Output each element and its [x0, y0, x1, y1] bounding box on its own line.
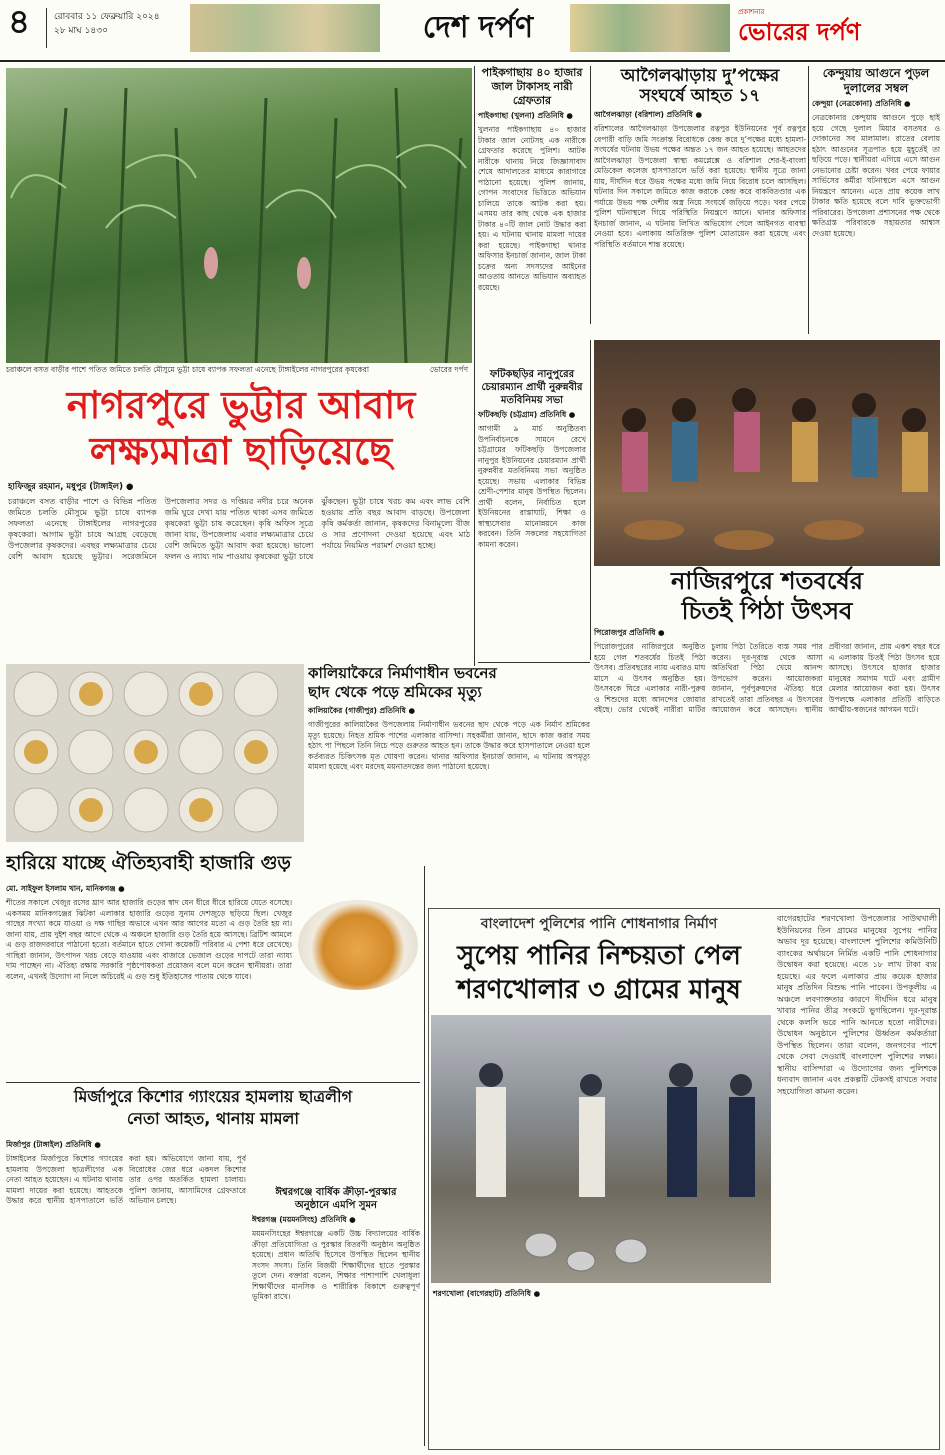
kendua-byline: কেন্দুয়া (নেত্রকোনা) প্রতিনিধি ● [812, 99, 911, 108]
gur-article [6, 884, 418, 1080]
water-article-bottom [433, 1289, 937, 1447]
water-headline-2: শরণখোলার ৩ গ্রামের মানুষ [457, 975, 741, 1005]
gur-body: শীতের সকালে খেজুর রসের ঘ্রাণ আর হাজারি গুড়ের স্বাদ যেন ধীরে ধীরে হারিয়ে যেতে বসেছে। একসময় মানিকগঞ্জের ঝিটকা এলাকার হাজারি গুড়ের সুনাম দেশজুড়ে ছড়িয়ে ছিল। খেজুর গাছের সংখ্যা কমে যাওয়া ও দক্ষ গাছির অভাবে এখন আর আগের মতো এ গুড় তৈরি হয় না। জানা যায়, প্রায় দুইশ বছর আগে থেকে এ অঞ্চলে হাজারি গুড় তৈরি হয়ে আসছে। ব্রিটিশ আমলে এ গুড় রাজদরবারে পাঠানো হতো। বর্তমানে হাতে গোনা কয়েকটি পরিবার এ পেশা ধরে রেখেছে। গাছিরা জানান, উৎপাদন খরচ বেড়ে যাওয়ায় এবং বাজারে ভেজাল গুড়ের দাপটে তারা ন্যায্য দাম পাচ্ছেন না। ঐতিহ্য রক্ষায় সরকারি পৃষ্ঠপোষকতা প্রয়োজন বলে মনে করেন স্থানীয়রা। তারা বলেন, এখনই উদ্যোগ না নিলে অচিরেই এ গুড় শুধু ইতিহাসের পাতায় থেকে যাবে। [6, 898, 292, 981]
kaliakair-headline-2: ছাদ থেকে পড়ে শ্রমিকের মৃত্যু [308, 683, 482, 701]
lead-byline: হাফিজুর রহমান, মধুপুর (টাঙ্গাইল) ● [8, 482, 134, 492]
date-gregorian: রোববার ১১ ফেব্রুয়ারি ২০২৪ [54, 12, 160, 22]
date-line [54, 10, 160, 38]
kendua-body: নেত্রকোনার কেন্দুয়ায় আগুনে পুড়ে ছাই হয়ে গেছে দুলাল মিয়ার বসতঘর ও দোকানের সব মালামাল। রাতের বেলায় হঠাৎ আগুনের সূত্রপাত হয়ে মুহূর্তেই তা ছড়িয়ে পড়ে। স্থানীয়রা এগিয়ে এসে আগুন নেভানোর চেষ্টা করেন। খবর পেয়ে ফায়ার সার্ভিসের কর্মীরা ঘটনাস্থলে এসে আগুন নিয়ন্ত্রণে আনেন। এতে প্রায় কয়েক লাখ টাকার ক্ষতি হয়েছে বলে দাবি ভুক্তভোগী পরিবারের। উপজেলা প্রশাসনের পক্ষ থেকে ক্ষতিগ্রস্ত পরিবারকে সহায়তার আশ্বাস দেওয়া হয়েছে। [812, 113, 940, 238]
mirzapur-body: টাঙ্গাইলের মির্জাপুরে কিশোর গ্যাংয়ের হামলায় উপজেলা ছাত্রলীগের এক নেতা আহত হয়েছেন। এ ঘটনায় থানায় মামলা দায়ের করা হয়েছে। আহতকে উদ্ধার করে স্থানীয় হাসপাতালে ভর্তি করা হয়। অভিযোগে জানা যায়, পূর্ব বিরোধের জের ধরে একদল কিশোর তার ওপর অতর্কিত হামলা চালায়। পুলিশ জানায়, আসামিদের গ্রেফতারে অভিযান চলছে। [6, 1154, 246, 1205]
mirzapur-article [6, 1140, 246, 1446]
kendua-headline-2: দুলালের সম্বল [843, 81, 909, 95]
sports-story [252, 1186, 420, 1446]
mirzapur-headline-1: মির্জাপুরে কিশোর গ্যাংয়ের হামলায় ছাত্রলীগ [73, 1087, 353, 1106]
corn-plants-illustration [6, 68, 472, 363]
section-title: দেশ দর্পণ [422, 10, 534, 45]
agailjhara-story [594, 66, 806, 326]
kaliakair-body: গাজীপুরের কালিয়াকৈর উপজেলায় নির্মাণাধীন ভবনের ছাদ থেকে পড়ে এক নির্মাণ শ্রমিকের মৃত্যু হয়েছে। নিহত শ্রমিক পাশের এলাকার বাসিন্দা। সহকর্মীরা জানান, ছাদে কাজ করার সময় হঠাৎ পা পিছলে তিনি নিচে পড়ে গুরুতর আহত হন। তাকে উদ্ধার করে হাসপাতালে নেওয়া হলে কর্তব্যরত চিকিৎসক মৃত ঘোষণা করেন। থানার অফিসার ইনচার্জ জানান, এ ঘটনায় অপমৃত্যু মামলা হয়েছে এবং মরদেহ ময়নাতদন্তের জন্য পাঠানো হয়েছে। [308, 720, 590, 771]
lead-headline-line1: নাগরপুরে ভুট্টার আবাদ [66, 383, 416, 427]
water-plant-photo [431, 1015, 771, 1283]
kendua-story [812, 66, 940, 336]
sports-body: ময়মনসিংহের ঈশ্বরগঞ্জে একটি উচ্চ বিদ্যালয়ের বার্ষিক ক্রীড়া প্রতিযোগিতা ও পুরস্কার বিতরণী অনুষ্ঠান অনুষ্ঠিত হয়েছে। প্রধান অতিথি হিসেবে উপস্থিত ছিলেন স্থানীয় সংসদ সদস্য। তিনি বিজয়ী শিক্ষার্থীদের হাতে পুরস্কার তুলে দেন। বক্তারা বলেন, শিক্ষার পাশাপাশি খেলাধুলা শিক্ষার্থীদের মানসিক ও শারীরিক বিকাশে গুরুত্বপূর্ণ ভূমিকা রাখে। [252, 1229, 420, 1301]
nazirpur-body: পিরোজপুরের নাজিরপুরে অনুষ্ঠিত হয়ে গেল শতবর্ষের চিতই পিঠা উৎসব। প্রতিবছরের ন্যায় এবারও মাঘ মাসে এ উৎসব অনুষ্ঠিত হয়। উৎসবকে ঘিরে এলাকার নারী-পুরুষ ও শিশুদের মধ্যে আনন্দের জোয়ার বইছে। ভোর থেকেই নারীরা মাটির চুলায় পিঠা তৈরিতে ব্যস্ত সময় পার করেন। দূর-দূরান্ত থেকে আসা অতিথিরা পিঠা খেয়ে আনন্দ উপভোগ করেন। আয়োজকরা জানান, পূর্বপুরুষদের ঐতিহ্য ধরে রাখতেই তারা প্রতিবছর এ উৎসবের আয়োজন করে আসছেন। স্থানীয় প্রবীণরা জানান, প্রায় একশ বছর ধরে এ এলাকায় চিতই পিঠা উৎসব হয়ে আসছে। উৎসবে হাজার হাজার মানুষের সমাগম ঘটে এবং গ্রামীণ মেলার আয়োজন করা হয়। উৎসব উপলক্ষে এলাকার প্রতিটি বাড়িতে আত্মীয়-স্বজনের আগমন ঘটে। [594, 642, 940, 714]
nazirpur-headline-2: চিতই পিঠা উৎসব [681, 597, 853, 625]
water-article-top [777, 913, 937, 1285]
lead-headline-line2: লক্ষ্যমাত্রা ছাড়িয়েছে [89, 429, 393, 473]
lead-body: চরাঞ্চলে বসত বাড়ীর পাশে ও বিভিন্ন পতিত জমিতে চলতি মৌসুমে ভুট্টা চাষে ব্যাপক সফলতা এনেছে টাঙ্গাইলের নাগরপুরের কৃষকেরা। আগাম ভুট্টা চাষে আগ্রহ বেড়েছে উপজেলার কৃষকদের। এবছর লক্ষ্যমাত্রার চেয়ে বেশি আবাদ হয়েছে ভুট্টার। সরেজমিনে উপজেলার সদর ও দপ্তিয়র নদীর চরে অনেক জমি ঘুরে দেখা যায় পতিত থাকা এসব জমিতে কৃষকেরা ভুট্টা চাষ করেছেন। কৃষি অফিস সূত্রে জানা যায়, উপজেলায় এবার লক্ষ্যমাত্রার চেয়ে বেশি জমিতে ভুট্টা আবাদ করা হয়েছে। ভালো ফলন ও ন্যায্য দাম পাওয়ায় কৃষকেরা ভুট্টা চাষে ঝুঁকছেন। ভুট্টা চাষে খরচ কম এবং লাভ বেশি হওয়ায় প্রতি বছর আবাদ বাড়ছে। উপজেলা কৃষি কর্মকর্তা জানান, কৃষকদের বিনামূল্যে বীজ ও সার প্রণোদনা দেওয়া হয়েছে এবং মাঠ পর্যায়ে নিয়মিত পরামর্শ দেওয়া হচ্ছে। [8, 497, 470, 561]
nazirpur-headline-1: নাজিরপুরে শতবর্ষের [671, 567, 863, 595]
mirzapur-headline-2: নেতা আহত, থানায় মামলা [126, 1109, 300, 1128]
kaliakair-story [308, 664, 590, 860]
fatikchhari-body: আগামী ৯ মার্চ অনুষ্ঠিতব্য উপনির্বাচনকে সামনে রেখে চট্টগ্রামের ফটিকছড়ি উপজেলার নানুপুর ইউনিয়নের চেয়ারম্যান প্রার্থী নুরুন্নবীর মতবিনিময় সভা অনুষ্ঠিত হয়েছে। সভায় এলাকার বিভিন্ন শ্রেণী-পেশার মানুষ উপস্থিত ছিলেন। প্রার্থী বলেন, নির্বাচিত হলে ইউনিয়নের রাস্তাঘাট, শিক্ষা ও স্বাস্থ্যসেবার মানোন্নয়নে কাজ করবেন। তিনি সকলের সহযোগিতা কামনা করেন। [478, 424, 586, 549]
fatikchhari-byline: ফটিকছড়ি (চট্টগ্রাম) প্রতিনিধি ● [478, 410, 576, 419]
gur-byline: মো. সাইফুল ইসলাম খান, মানিকগঞ্জ ● [6, 884, 125, 893]
paikgacha-byline: পাইকগাছা (খুলনা) প্রতিনিধি ● [478, 111, 573, 120]
gur-pots-photo [6, 664, 304, 842]
agailjhara-headline-1: আগৈলঝাড়ায় দু’পক্ষের [620, 66, 780, 86]
gur-bowl-photo [298, 900, 418, 990]
water-body: বাগেরহাটের শরণখোলা উপজেলার সাউথখালী ইউনিয়নের তিন গ্রামের মানুষের সুপেয় পানির অভাব দূর হয়েছে। বাংলাদেশ পুলিশের কমিউনিটি ব্যাংকের অর্থায়নে নির্মিত একটি পানি শোধনাগার উদ্বোধন করা হয়েছে। এতে ১৮ লাখ টাকা ব্যয় হয়েছে। এর ফলে এলাকার প্রায় কয়েক হাজার মানুষ প্রতিদিন বিশুদ্ধ পানি পাবেন। উপকূলীয় এ অঞ্চলে লবণাক্ততার কারণে দীর্ঘদিন ধরে মানুষ খাবার পানির তীব্র সংকটে ভুগছিলেন। দূর-দূরান্ত থেকে কলসি ভরে পানি আনতে হতো নারীদের। উদ্বোধন অনুষ্ঠানে পুলিশের ঊর্ধ্বতন কর্মকর্তারা উপস্থিত ছিলেন। তারা বলেন, জনগণের পাশে থেকে সেবা দেওয়াই বাংলাদেশ পুলিশের লক্ষ্য। স্থানীয় বাসিন্দারা এ উদ্যোগের জন্য পুলিশকে ধন্যবাদ জানান এবং প্রকল্পটি টেকসই রাখতে সবার সহযোগিতা কামনা করেন। [777, 914, 937, 1096]
agailjhara-body: বরিশালের আগৈলঝাড়া উপজেলার রত্নপুর ইউনিয়নের পূর্ব রত্নপুর বেপারী বাড়ি জমি সংক্রান্ত বিরোধকে কেন্দ্র করে দু’পক্ষের মধ্যে হামলা-সংঘর্ষের ঘটনায় উভয় পক্ষের অন্তত ১৭ জন আহত হয়েছে। আহতদের আগৈলঝাড়া উপজেলা স্বাস্থ্য কমপ্লেক্সে ও বরিশাল শের-ই-বাংলা মেডিকেল কলেজ হাসপাতালে ভর্তি করা হয়েছে। স্থানীয় সূত্রে জানা যায়, দীর্ঘদিন ধরে উভয় পক্ষের মধ্যে জমি নিয়ে বিরোধ চলে আসছিল। ঘটনার দিন সকালে জমিতে কাজ করাকে কেন্দ্র করে বাকবিতণ্ডার এক পর্যায়ে উভয় পক্ষ দেশীয় অস্ত্র নিয়ে সংঘর্ষে জড়িয়ে পড়ে। খবর পেয়ে পুলিশ ঘটনাস্থলে গিয়ে পরিস্থিতি নিয়ন্ত্রণে আনে। থানার অফিসার ইনচার্জ জানান, এ ঘটনায় লিখিত অভিযোগ পেলে আইনগত ব্যবস্থা নেওয়া হবে। এলাকায় অতিরিক্ত পুলিশ মোতায়েন করা হয়েছে এবং পরিস্থিতি বর্তমানে শান্ত রয়েছে। [594, 124, 806, 249]
caption-credit: ভোরের দর্পণ [429, 365, 468, 374]
festival-crowd-illustration [594, 340, 940, 566]
mirzapur-headline-box [6, 1086, 420, 1140]
fatikchhari-headline: ফটিকছড়ির নানুপুরের চেয়ারম্যান প্রার্থী নুরুন্নবীর মতবিনিময় সভা [481, 369, 583, 406]
sports-byline: ঈশ্বরগঞ্জ (ময়মনসিংহ) প্রতিনিধি ● [252, 1215, 356, 1224]
water-headline-1: সুপেয় পানির নিশ্চয়তা পেল [457, 941, 741, 971]
gur-headline-box [6, 844, 306, 884]
caption-text: চরাঞ্চলে বসত বাড়ীর পাশে পতিত জমিতে চলতি মৌসুমে ভুট্টা চাষে ব্যাপক সফলতা এনেছে টাঙ্গাইলের নাগরপুরের কৃষকেরা [6, 365, 370, 374]
header-photo-strip-left [190, 4, 380, 52]
date-bangla: ২৮ মাঘ ১৪৩০ [54, 26, 108, 36]
lead-article [8, 480, 470, 656]
fatikchhari-story [478, 368, 586, 658]
nazirpur-article [594, 628, 940, 864]
lead-photo-caption [6, 365, 472, 377]
kendua-headline-1: কেন্দুয়ায় আগুনে পুড়ল [822, 66, 930, 80]
paikgacha-headline: পাইকগাছায় ৪০ হাজার জাল টাকাসহ নারী গ্রেফতার [481, 66, 583, 107]
agailjhara-byline: আগৈলঝাড়া (বরিশাল) প্রতিনিধি ● [594, 110, 703, 119]
masthead-logo: ভোরের দর্পণ [738, 18, 861, 46]
page-header [0, 0, 945, 62]
pitha-festival-photo [594, 340, 940, 566]
water-story-box [428, 908, 940, 1450]
header-photo-strip-right [570, 4, 730, 52]
water-kicker: বাংলাদেশ পুলিশের পানি শোধনাগার নির্মাণ [480, 916, 718, 932]
water-byline: শরণখোলা (বাগেরহাট) প্রতিনিধি ● [433, 1289, 541, 1298]
water-crowd-illustration [431, 1015, 771, 1283]
sports-headline-2: অনুষ্ঠানে এমপি সুমন [295, 1200, 377, 1211]
gur-pots-illustration [6, 664, 304, 842]
paikgacha-story [478, 66, 586, 366]
paikgacha-body: খুলনার পাইকগাছায় ৪০ হাজার টাকার জাল নোটসহ এক নারীকে গ্রেফতার করেছে পুলিশ। আটক নারীকে থানায় নিয়ে জিজ্ঞাসাবাদ শেষে আদালতের মাধ্যমে কারাগারে পাঠানো হয়েছে। পুলিশ জানায়, গোপন সংবাদের ভিত্তিতে অভিযান চালিয়ে তাকে আটক করা হয়। এসময় তার কাছ থেকে এক হাজার টাকার ৪০টি জাল নোট উদ্ধার করা হয়। এ ঘটনায় থানায় মামলা দায়ের করা হয়েছে। পাইকগাছা থানার অফিসার ইনচার্জ জানান, জাল টাকা চক্রের অন্য সদস্যদের আইনের আওতায় আনতে অভিযান অব্যাহত রয়েছে। [478, 125, 586, 292]
kaliakair-headline-1: কালিয়াকৈরে নির্মাণাধীন ভবনের [308, 664, 497, 682]
kaliakair-byline: কালিয়াকৈর (গাজীপুর) প্রতিনিধি ● [308, 706, 416, 715]
nazirpur-byline: পিরোজপুর প্রতিনিধি ● [594, 628, 665, 637]
agailjhara-headline-2: সংঘর্ষে আহত ১৭ [639, 86, 761, 106]
corn-field-photo [6, 68, 472, 363]
mirzapur-byline: মির্জাপুর (টাঙ্গাইল) প্রতিনিধি ● [6, 1140, 101, 1149]
gur-headline: হারিয়ে যাচ্ছে ঐতিহ্যবাহী হাজারি গুড় [6, 852, 291, 874]
masthead-tag: প্রকাশনার [738, 8, 765, 16]
nazirpur-headline-box [594, 566, 940, 626]
sports-headline-1: ঈশ্বরগঞ্জে বার্ষিক ক্রীড়া-পুরস্কার [275, 1187, 397, 1198]
lead-headline [10, 382, 472, 478]
page-number: ৪ [8, 2, 31, 42]
